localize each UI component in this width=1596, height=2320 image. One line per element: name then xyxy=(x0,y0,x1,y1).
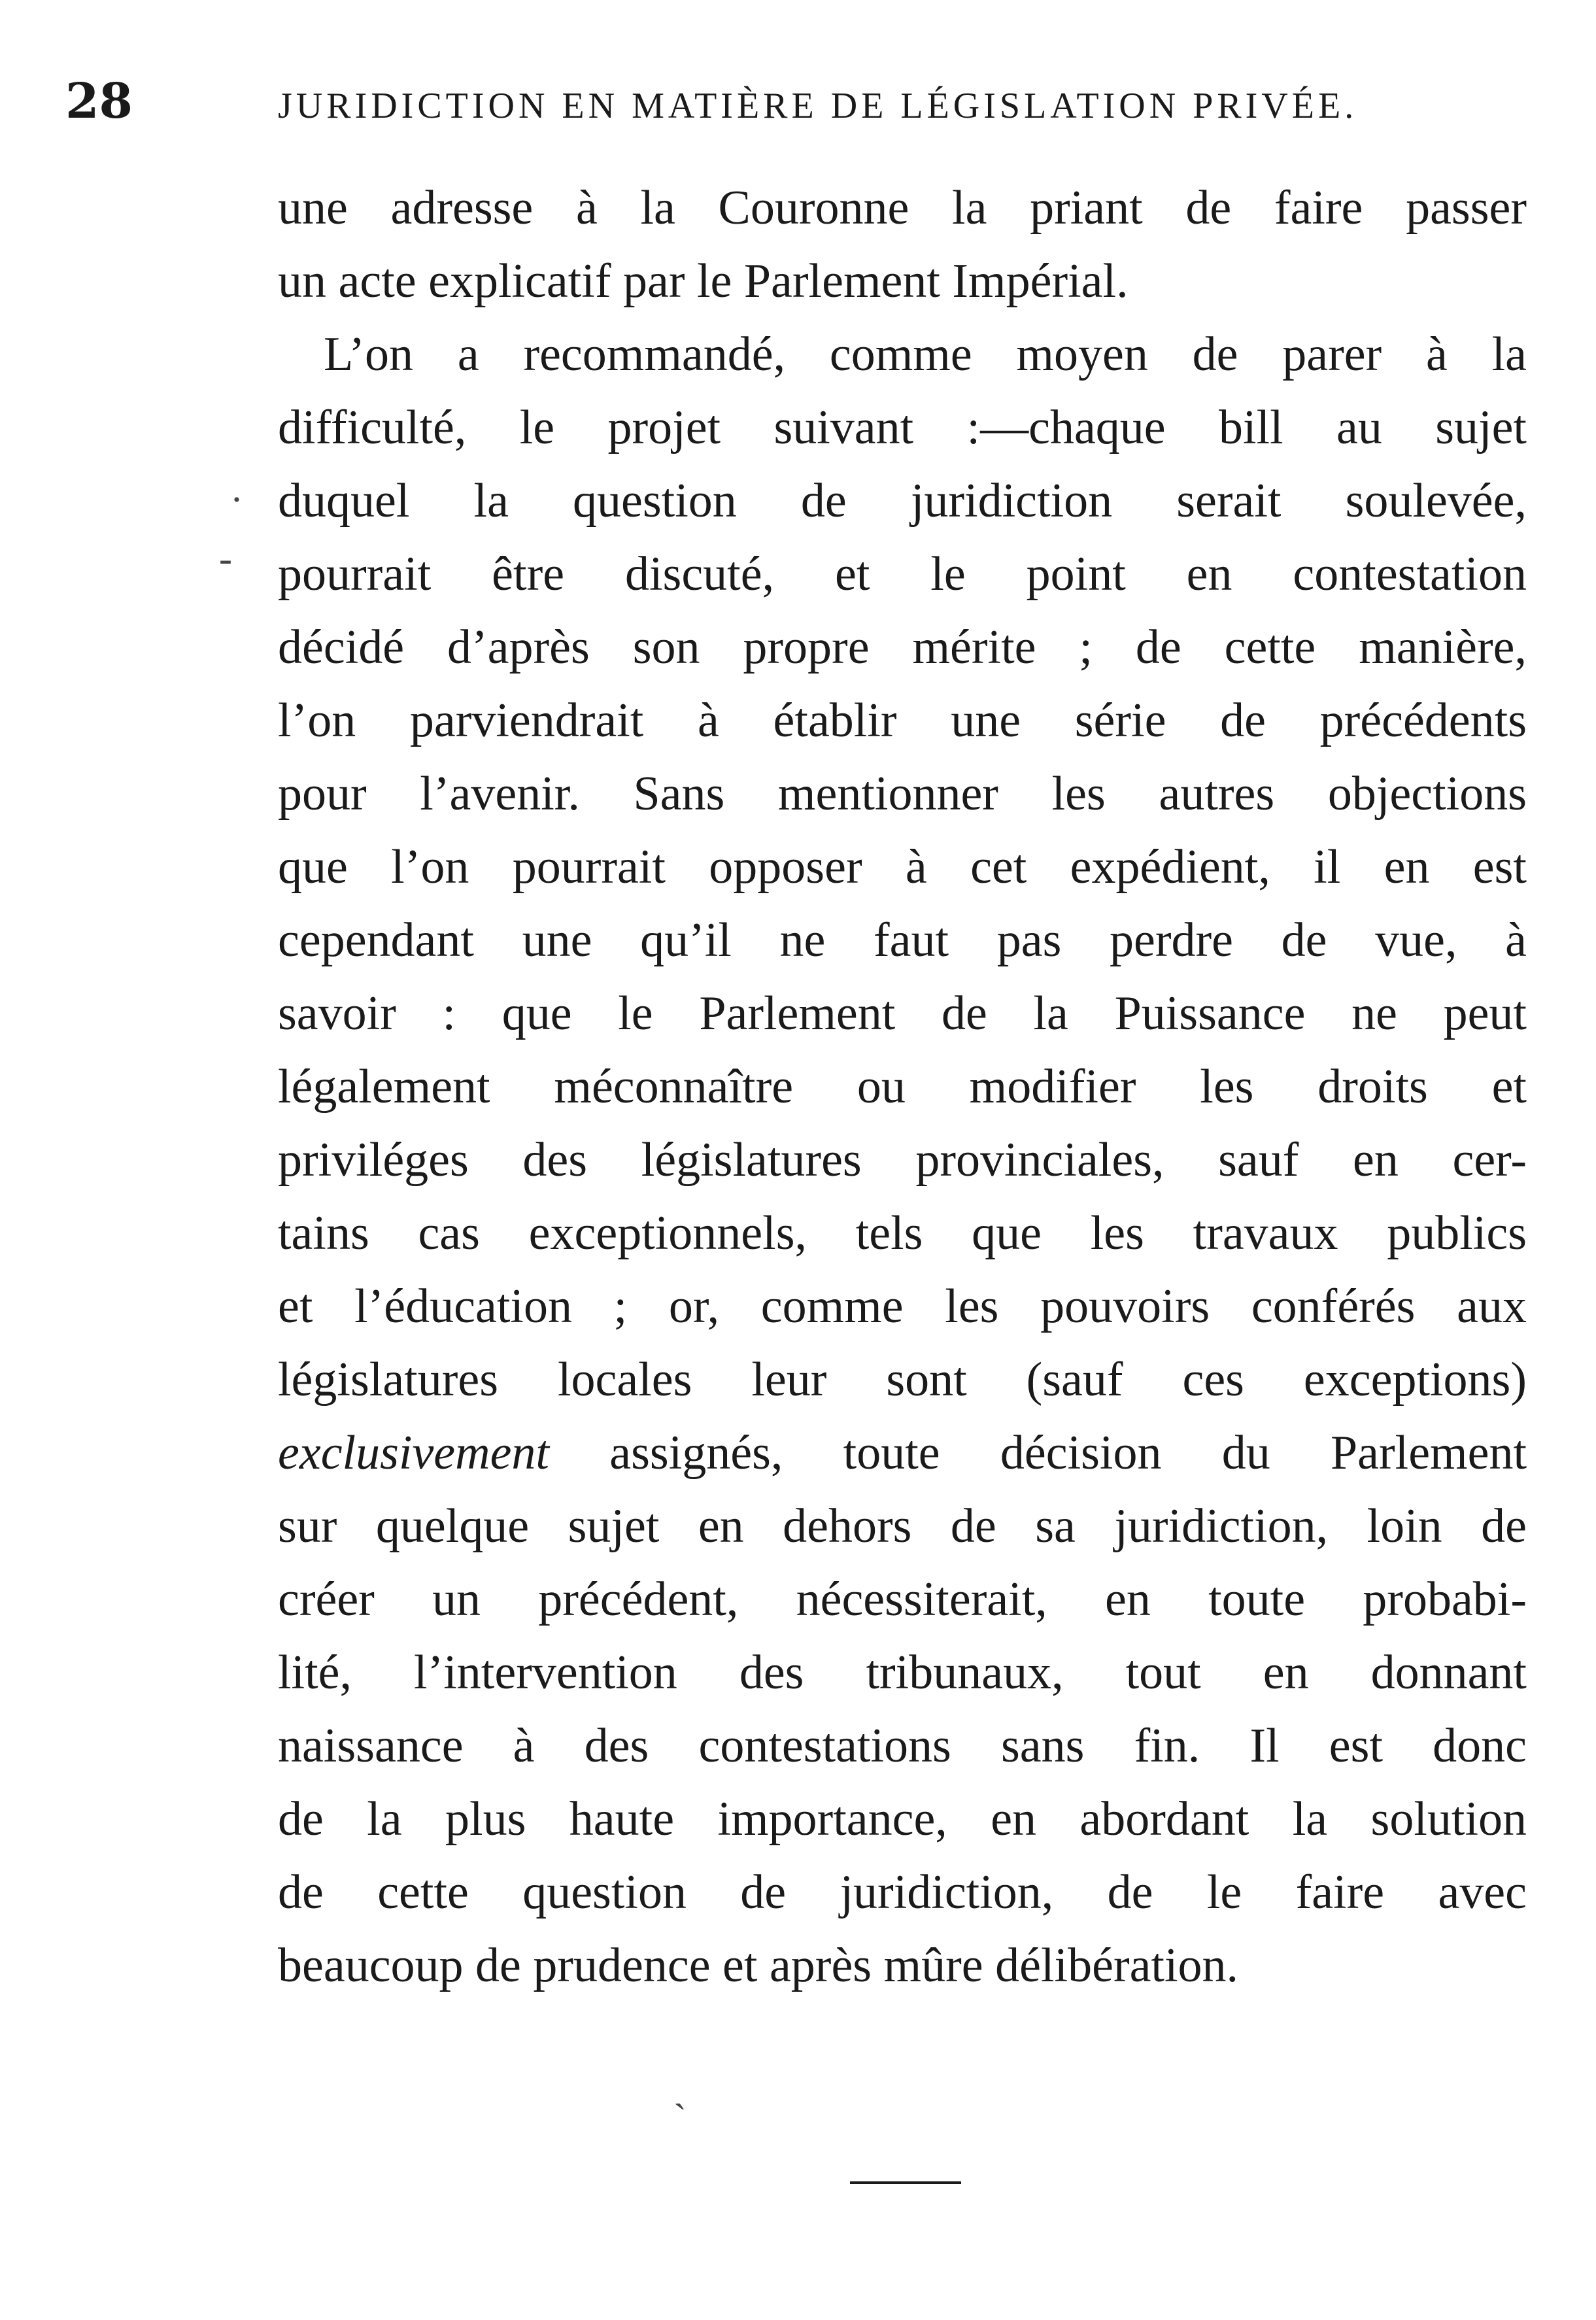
text-line: l’on parviendrait à établir une série de précédents xyxy=(278,694,1527,747)
text-line: de la plus haute importance, en abordant la solution xyxy=(278,1792,1527,1846)
text-line: cependant une qu’il ne faut pas perdre de vue, à xyxy=(278,913,1527,967)
text-line: difficulté, le projet suivant :—chaque bill au sujet xyxy=(278,401,1527,454)
stray-tick: ` xyxy=(673,2096,687,2140)
page-number: 28 xyxy=(65,73,133,129)
text-line: et l’éducation ; or, comme les pouvoirs conférés aux xyxy=(278,1280,1527,1333)
section-rule xyxy=(850,2181,961,2184)
text-line-last: beaucoup de prudence et après mûre délibération. xyxy=(278,1939,1239,1992)
body-text xyxy=(278,171,1527,2002)
text-line-with-italic xyxy=(278,1416,1527,1490)
text-line: légalement méconnaître ou modifier les droits et xyxy=(278,1060,1527,1114)
text-line: tains cas exceptionnels, tels que les travaux publics xyxy=(278,1206,1527,1260)
italic-word: exclusivement xyxy=(278,1426,549,1480)
text-line: que l’on pourrait opposer à cet expédient, il en est xyxy=(278,840,1527,894)
margin-dash: - xyxy=(219,537,232,580)
text-line-rest: assignés, toute décision du Parlement xyxy=(609,1426,1527,1480)
text-line: priviléges des législatures provinciales, sauf en cer- xyxy=(278,1133,1527,1187)
text-line: créer un précédent, nécessiterait, en toute probabi- xyxy=(278,1573,1527,1626)
text-line: lité, l’intervention des tribunaux, tout en donnant xyxy=(278,1646,1527,1699)
paragraph-first-line: L’on a recommandé, comme moyen de parer à la xyxy=(324,328,1527,381)
margin-dot: · xyxy=(230,478,243,521)
text-line: un acte explicatif par le Parlement Impérial. xyxy=(278,254,1129,308)
text-line: naissance à des contestations sans fin. Il est donc xyxy=(278,1719,1527,1773)
running-head: JURIDICTION EN MATIÈRE DE LÉGISLATION PRIVÉE. xyxy=(278,86,1358,126)
text-line: une adresse à la Couronne la priant de faire passer xyxy=(278,181,1527,235)
text-line: pourrait être discuté, et le point en contestation xyxy=(278,547,1527,601)
text-line: savoir : que le Parlement de la Puissance ne peut xyxy=(278,987,1527,1040)
text-line: législatures locales leur sont (sauf ces exceptions) xyxy=(278,1353,1527,1407)
text-line: sur quelque sujet en dehors de sa juridiction, loin de xyxy=(278,1499,1527,1553)
text-line: décidé d’après son propre mérite ; de cette manière, xyxy=(278,621,1527,674)
text-line: de cette question de juridiction, de le faire avec xyxy=(278,1866,1527,1919)
text-line: pour l’avenir. Sans mentionner les autres objections xyxy=(278,767,1527,821)
text-line: duquel la question de juridiction serait soulevée, xyxy=(278,474,1527,528)
